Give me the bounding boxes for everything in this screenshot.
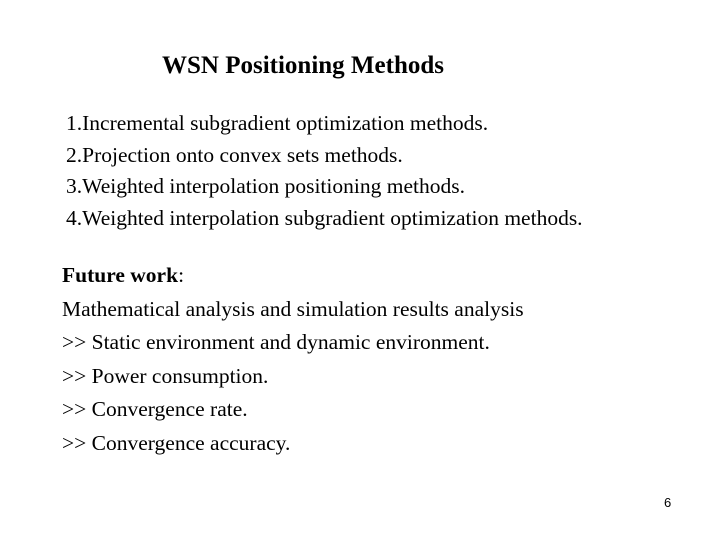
future-work-line: Mathematical analysis and simulation results analysis [62,296,524,321]
future-work-line: >> Static environment and dynamic environment. [62,330,490,354]
future-work-line: >> Convergence accuracy. [62,430,291,455]
methods-list-item: 1.Incremental subgradient optimization methods. [66,111,489,135]
future-work-line: >> Power consumption. [62,363,269,388]
methods-list [66,108,583,234]
methods-list-item: 4.Weighted interpolation subgradient optimization methods. [66,205,583,230]
methods-list-item: 2.Projection onto convex sets methods. [66,142,403,167]
future-work-heading-line [62,259,524,293]
future-work-section [62,259,524,460]
slide-title: WSN Positioning Methods [162,52,444,79]
future-work-line: >> Convergence rate. [62,397,248,421]
methods-list-item: 3.Weighted interpolation positioning methods. [66,174,465,198]
future-work-heading: Future work [62,263,179,287]
future-work-heading-colon: : [178,263,185,287]
page-number: 6 [664,495,672,510]
